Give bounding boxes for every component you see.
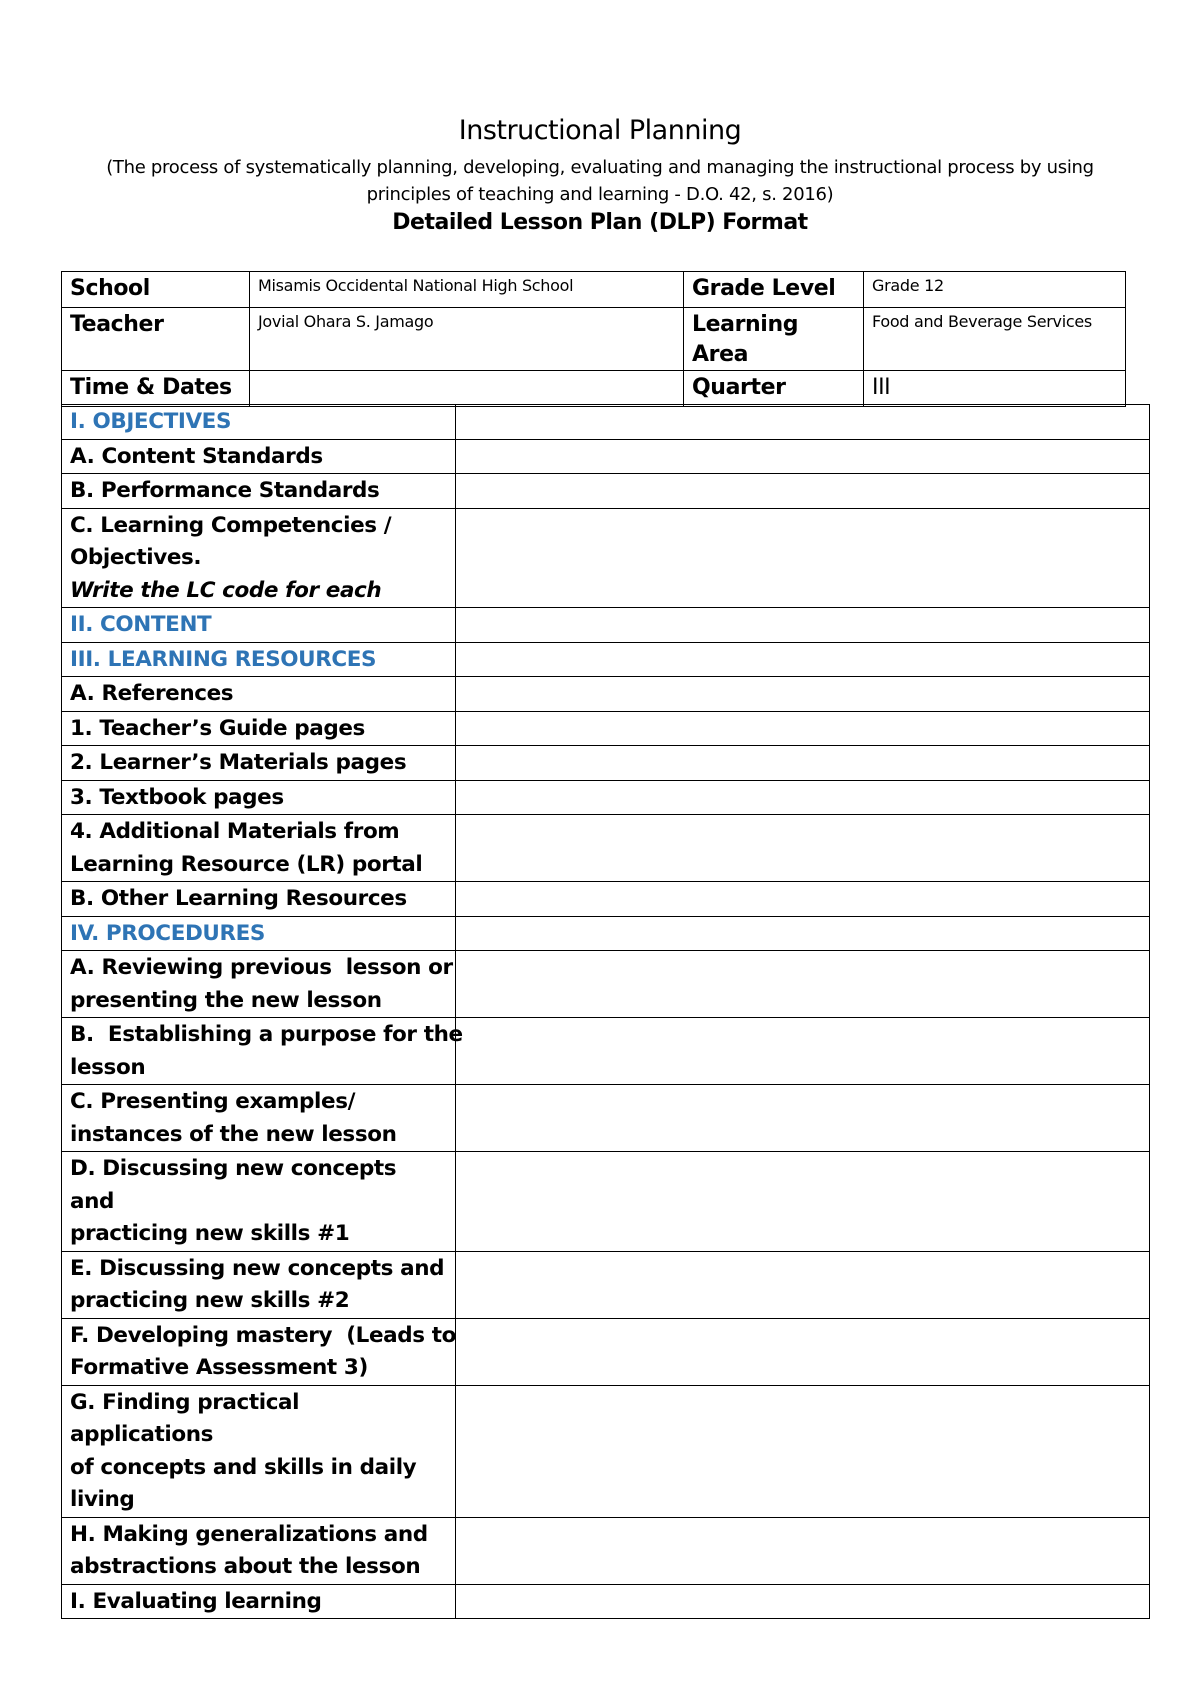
page-subtitle: Detailed Lesson Plan (DLP) Format [392,210,808,235]
proc-a-label [62,951,456,1018]
info-row-time [62,371,1126,407]
info-row-school [62,272,1126,308]
plan-row-teachers-guide [62,711,1150,746]
proc-g-line-1: G. Finding practical applications [70,1389,300,1447]
references-cell[interactable] [456,677,1150,712]
additional-line-2: Learning Resource (LR) portal [70,851,423,877]
plan-row-proc-i [62,1584,1150,1619]
competencies-note: Write the LC code for each [70,577,382,603]
competencies-line-2: Objectives. [70,545,202,570]
plan-row-learners-materials [62,746,1150,781]
plan-row-proc-b [62,1018,1150,1085]
proc-f-cell[interactable] [456,1318,1150,1385]
proc-e-line-2: practicing new skills #2 [70,1288,350,1313]
references-label: A. References [62,677,456,712]
proc-g-label [62,1385,456,1517]
proc-g-line-2: of concepts and skills in daily [70,1454,417,1480]
plan-row-other-resources [62,882,1150,917]
proc-e-label [62,1251,456,1318]
plan-row-objectives [62,405,1150,440]
school-label: School [62,272,250,308]
grade-level-label: Grade Level [684,272,864,308]
textbook-cell[interactable] [456,780,1150,815]
description-line-1: (The process of systematically planning, developing, evaluating and managing the instructional process by using [106,157,1094,178]
proc-b-line-2: lesson [70,1054,146,1080]
proc-d-line-2: practicing new skills #1 [70,1221,350,1246]
learning-competencies-cell[interactable] [456,508,1150,608]
learning-resources-cell[interactable] [456,642,1150,677]
proc-f-line-2: Formative Assessment 3) [70,1355,368,1380]
proc-c-line-1: C. Presenting examples/ [70,1089,356,1114]
section-heading-learning-resources: III. LEARNING RESOURCES [62,642,456,677]
plan-row-proc-c [62,1085,1150,1152]
proc-i-cell[interactable] [456,1584,1150,1619]
plan-row-textbook [62,780,1150,815]
proc-c-label [62,1085,456,1152]
competencies-line-1: C. Learning Competencies / [70,512,392,538]
learning-area-value[interactable]: Food and Beverage Services [864,308,1126,371]
plan-row-learning-resources [62,642,1150,677]
proc-a-line-2: presenting the new lesson [70,987,382,1013]
learning-competencies-label [62,508,456,608]
plan-row-procedures [62,916,1150,951]
performance-standards-cell[interactable] [456,474,1150,509]
grade-level-value[interactable]: Grade 12 [864,272,1126,308]
content-standards-label: A. Content Standards [62,439,456,474]
additional-materials-label [62,815,456,882]
proc-f-label [62,1318,456,1385]
proc-h-cell[interactable] [456,1517,1150,1584]
proc-h-label [62,1517,456,1584]
objectives-cell[interactable] [456,405,1150,440]
plan-row-content [62,608,1150,643]
quarter-value[interactable]: III [864,371,1126,407]
proc-f-line-1: F. Developing mastery (Leads to [70,1322,456,1348]
section-heading-objectives: I. OBJECTIVES [62,405,456,440]
proc-b-label [62,1018,463,1085]
proc-h-line-2: abstractions about the lesson [70,1554,421,1579]
page-description [60,154,1140,208]
plan-row-references [62,677,1150,712]
school-value[interactable]: Misamis Occidental National High School [250,272,684,308]
proc-i-label: I. Evaluating learning [62,1584,456,1619]
plan-row-content-standards [62,439,1150,474]
plan-row-proc-e [62,1251,1150,1318]
other-resources-cell[interactable] [456,882,1150,917]
proc-c-cell[interactable] [456,1085,1150,1152]
learners-materials-label: 2. Learner’s Materials pages [62,746,456,781]
learning-area-label: Learning Area [684,308,864,371]
textbook-label: 3. Textbook pages [62,780,456,815]
quarter-label: Quarter [684,371,864,407]
teacher-value[interactable]: Jovial Ohara S. Jamago [250,308,684,371]
proc-h-line-1: H. Making generalizations and [70,1521,428,1547]
teachers-guide-label: 1. Teacher’s Guide pages [62,711,456,746]
proc-e-line-1: E. Discussing new concepts and [70,1255,445,1281]
additional-materials-cell[interactable] [456,815,1150,882]
learners-materials-cell[interactable] [456,746,1150,781]
proc-b-cell[interactable] [456,1018,1150,1085]
info-table [61,271,1126,407]
info-row-teacher [62,308,1126,371]
proc-g-cell[interactable] [456,1385,1150,1517]
proc-a-cell[interactable] [456,951,1150,1018]
procedures-cell[interactable] [456,916,1150,951]
lesson-plan-table [61,404,1150,1619]
plan-row-performance-standards [62,474,1150,509]
performance-standards-label: B. Performance Standards [62,474,456,509]
plan-row-proc-h [62,1517,1150,1584]
proc-a-line-1: A. Reviewing previous lesson or [70,955,453,980]
content-cell[interactable] [456,608,1150,643]
plan-row-proc-g [62,1385,1150,1517]
additional-line-1: 4. Additional Materials from [70,819,400,844]
proc-e-cell[interactable] [456,1251,1150,1318]
proc-d-line-1: D. Discussing new concepts and [70,1156,397,1214]
time-dates-label: Time & Dates [62,371,250,407]
time-dates-value[interactable] [250,371,684,407]
page-title: Instructional Planning [458,115,742,146]
section-heading-procedures: IV. PROCEDURES [62,916,456,951]
content-standards-cell[interactable] [456,439,1150,474]
proc-d-label [62,1152,456,1252]
description-line-2: principles of teaching and learning - D.O. 42, s. 2016) [366,184,834,205]
other-resources-label: B. Other Learning Resources [62,882,456,917]
proc-d-cell[interactable] [456,1152,1150,1252]
proc-b-line-1: B. Establishing a purpose for the [70,1022,463,1047]
plan-row-proc-f [62,1318,1150,1385]
proc-g-line-3: living [70,1487,135,1512]
proc-c-line-2: instances of the new lesson [70,1121,397,1147]
plan-row-learning-competencies [62,508,1150,608]
teachers-guide-cell[interactable] [456,711,1150,746]
plan-row-additional-materials [62,815,1150,882]
teacher-label: Teacher [62,308,250,371]
plan-row-proc-d [62,1152,1150,1252]
plan-row-proc-a [62,951,1150,1018]
section-heading-content: II. CONTENT [62,608,456,643]
